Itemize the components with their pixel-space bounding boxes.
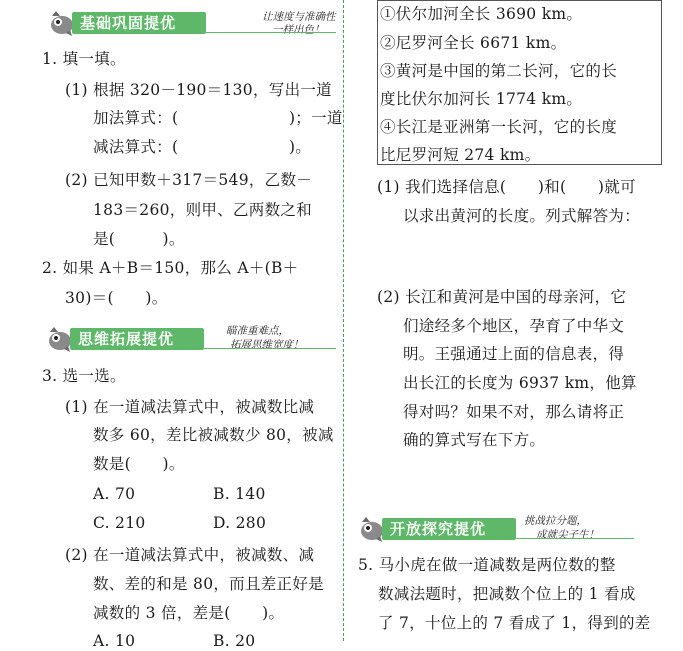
question-3-title: 3. 选一选。 xyxy=(42,367,126,385)
banner-basic xyxy=(46,8,336,38)
question-4-1-line-2: 以求出黄河的长度。列式解答为： xyxy=(403,207,641,225)
question-4-2-line-5: 得对吗？如果不对，那么请将正 xyxy=(403,403,625,421)
question-1-1-line-1: (1) 根据 320－190＝130，写出一道 xyxy=(65,81,332,99)
question-4-2-line-2: 们途经多个地区，孕育了中华文 xyxy=(403,317,625,335)
question-5-line-3: 了 7，十位上的 7 看成了 1，得到的差 xyxy=(378,614,651,632)
info-item-4-line-2: 比尼罗河短 274 km。 xyxy=(380,146,541,164)
question-3-2-line-2: 数、差的和是 80，而且差正好是 xyxy=(93,575,324,593)
banner-note-1: 挑战拉分题， xyxy=(524,515,587,527)
question-3-1-line-3: 数是( )。 xyxy=(93,455,185,473)
option-a: A. 70 xyxy=(93,485,136,503)
banner-title: 开放探究提优 xyxy=(382,518,516,540)
banner-open xyxy=(356,514,646,544)
banner-title: 思维拓展提优 xyxy=(70,328,204,350)
right-column xyxy=(352,0,683,641)
question-1-1-line-3: 减法算式：( )。 xyxy=(93,138,312,156)
option-d: D. 280 xyxy=(213,514,267,532)
question-2-line-2: 30)＝( )。 xyxy=(65,289,168,307)
question-4-2-line-3: 明。王强通过上面的信息表，得 xyxy=(403,345,625,363)
option-b: B. 20 xyxy=(213,632,256,650)
option-c: C. 210 xyxy=(93,514,146,532)
question-1-title: 1. 填一填。 xyxy=(42,50,126,68)
question-4-2-line-6: 确的算式写在下方。 xyxy=(403,431,546,449)
question-1-2-line-2: 183＝260，则甲、乙两数之和 xyxy=(93,201,312,219)
option-a: A. 10 xyxy=(93,632,136,650)
question-3-1-line-2: 数多 60，差比被减数少 80，被减 xyxy=(93,426,334,444)
banner-thinking xyxy=(44,324,336,354)
question-1-1-line-2: 加法算式：( )；一道 xyxy=(93,109,343,127)
column-divider xyxy=(343,0,344,641)
banner-note-2: 一样出色！ xyxy=(272,24,325,36)
banner-note-1: 让速度与准确性 xyxy=(262,11,336,23)
question-2-line-1: 2. 如果 A＋B＝150，那么 A＋(B＋ xyxy=(42,259,299,277)
banner-rule xyxy=(516,538,634,539)
banner-note-1: 瞄准重难点， xyxy=(226,325,289,337)
info-box xyxy=(377,0,662,165)
banner-note-2: 拓展思维宽度！ xyxy=(230,339,304,351)
info-item-3-line-2: 度比伏尔加河长 1774 km。 xyxy=(380,90,583,108)
info-item-2: ②尼罗河全长 6671 km。 xyxy=(380,34,567,52)
question-5-line-1: 5. 马小虎在做一道减数是两位数的整 xyxy=(358,556,616,574)
question-1-2-line-1: (2) 已知甲数＋317＝549，乙数－ xyxy=(65,171,313,189)
question-4-2-line-1: (2) 长江和黄河是中国的母亲河，它 xyxy=(377,288,627,306)
option-b: B. 140 xyxy=(213,485,266,503)
banner-rule xyxy=(206,32,336,33)
info-item-3-line-1: ③黄河是中国的第二长河，它的长 xyxy=(380,62,618,80)
banner-title: 基础巩固提优 xyxy=(72,12,206,34)
banner-note-2: 成就尖子生！ xyxy=(536,529,599,541)
banner-rule xyxy=(204,348,336,349)
info-item-4-line-1: ④长江是亚洲第一长河，它的长度 xyxy=(380,118,618,136)
question-4-2-line-4: 出长江的长度为 6937 km，他算 xyxy=(403,374,637,392)
question-4-1-line-1: (1) 我们选择信息( )和( )就可 xyxy=(377,178,636,196)
question-3-2-line-1: (2) 在一道减法算式中，被减数、减 xyxy=(65,546,315,564)
info-item-1: ①伏尔加河全长 3690 km。 xyxy=(380,5,583,23)
question-1-2-line-3: 是( )。 xyxy=(93,230,185,248)
question-3-1-line-1: (1) 在一道减法算式中，被减数比减 xyxy=(65,398,315,416)
question-3-2-line-3: 减数的 3 倍，差是( )。 xyxy=(93,604,285,622)
question-5-line-2: 数减法题时，把减数个位上的 1 看成 xyxy=(378,585,636,603)
